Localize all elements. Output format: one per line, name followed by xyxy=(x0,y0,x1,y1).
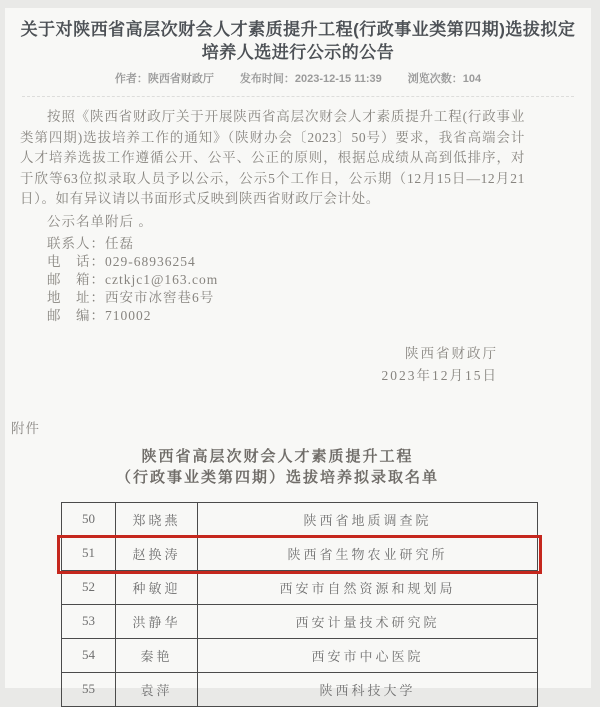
row-unit: 西安市中心医院 xyxy=(198,638,538,672)
table-row xyxy=(62,604,538,638)
row-number: 54 xyxy=(62,638,116,672)
contact-phone: 电 话：029-68936254 xyxy=(47,253,196,269)
row-unit: 西安计量技术研究院 xyxy=(198,604,538,638)
page-title: 关于对陕西省高层次财会人才素质提升工程(行政事业类第四期)选拔拟定培养人选进行公示的公告 xyxy=(20,20,576,62)
table-row xyxy=(62,672,538,706)
row-name: 洪静华 xyxy=(116,604,198,638)
row-unit: 陕西省地质调查院 xyxy=(198,502,538,536)
row-number: 50 xyxy=(62,502,116,536)
contact-email: 邮 箱：cztkjc1@163.com xyxy=(47,271,219,287)
admission-list-table xyxy=(61,502,538,707)
signature-org: 陕西省财政厅 xyxy=(405,345,498,361)
attachment-label: 附件 xyxy=(11,420,40,436)
row-unit: 西安市自然资源和规划局 xyxy=(198,570,538,604)
row-name: 赵换涛 xyxy=(116,536,198,570)
table-row xyxy=(62,570,538,604)
row-name: 种敏迎 xyxy=(116,570,198,604)
row-number: 51 xyxy=(62,536,116,570)
attachment-heading-line2: （行政事业类第四期）选拔培养拟录取名单 xyxy=(115,469,439,486)
table-row-highlighted xyxy=(62,536,538,570)
contact-person: 联系人：任磊 xyxy=(47,235,134,251)
signature-date: 2023年12月15日 xyxy=(381,367,498,383)
announcement-page xyxy=(5,8,591,698)
row-unit: 陕西科技大学 xyxy=(198,672,538,706)
contact-block xyxy=(20,235,525,325)
row-unit: 陕西省生物农业研究所 xyxy=(198,536,538,570)
admission-list-table-wrap xyxy=(61,502,537,707)
signature-block xyxy=(20,343,498,387)
row-name: 秦艳 xyxy=(116,638,198,672)
attachment-heading-line1: 陕西省高层次财会人才素质提升工程 xyxy=(141,448,414,465)
meta-publish-time: 发布时间：2023-12-15 11:39 xyxy=(239,73,382,85)
meta-author: 作者：陕西省财政厅 xyxy=(114,73,214,85)
row-number: 55 xyxy=(62,672,116,706)
row-number: 53 xyxy=(62,604,116,638)
contact-address: 地 址：西安市冰窖巷6号 xyxy=(47,289,215,305)
row-name: 郑晓燕 xyxy=(116,502,198,536)
contact-zipcode: 邮 编：710002 xyxy=(47,307,152,323)
meta-view-count: 浏览次数：104 xyxy=(407,73,482,85)
attachment-heading xyxy=(5,447,550,489)
row-name: 袁萍 xyxy=(116,672,198,706)
row-number: 52 xyxy=(62,570,116,604)
article-body xyxy=(5,107,525,387)
article-meta xyxy=(5,70,591,86)
table-row xyxy=(62,502,538,536)
announcement-paragraph: 按照《陕西省财政厅关于开展陕西省高层次财会人才素质提升工程(行政事业类第四期)选拔培养工作的通知》（陕财办会〔2023〕50号）要求，我省高端会计人才培养选拔工作遵循公开、公平、公正的原则，根据总成绩从高到低排序，对于欣等63位拟录取人员予以公示，公示5个工作日，公示期（12月15日—12月21日）。如有异议请以书面形式反映到陕西省财政厅会计处。 xyxy=(20,109,525,206)
table-row xyxy=(62,638,538,672)
list-attached-note: 公示名单附后 。 xyxy=(47,213,153,229)
meta-divider xyxy=(22,96,574,97)
